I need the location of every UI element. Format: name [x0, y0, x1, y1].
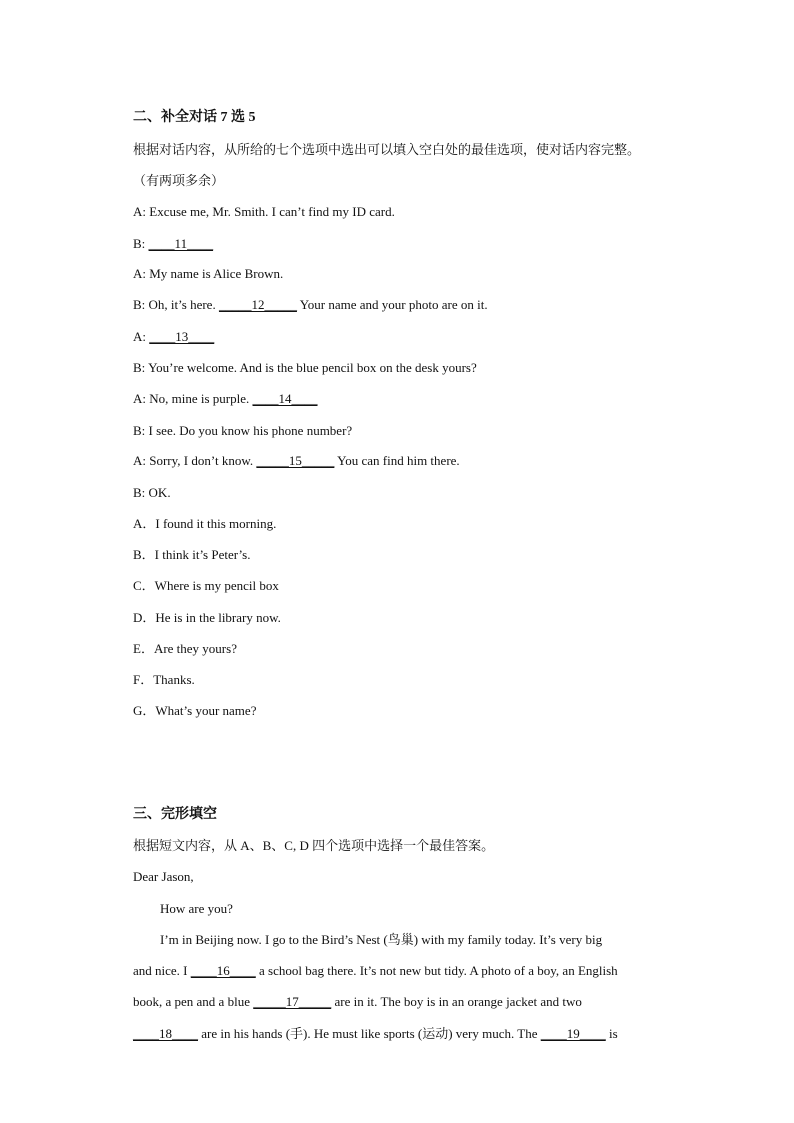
dialogue-text: OK.	[148, 485, 171, 500]
dialogue-text: Sorry, I don’t know.	[149, 453, 257, 468]
section2-heading: 二、补全对话 7 选 5	[133, 110, 256, 125]
dialogue-line	[133, 485, 171, 501]
answer-blank-11[interactable]: ____11____	[148, 236, 214, 251]
speaker-label: A:	[133, 204, 146, 219]
passage-text: are in it. The boy is in an orange jacket and two	[331, 994, 582, 1009]
dialogue-line	[133, 423, 352, 439]
letter-greeting: How are you?	[160, 901, 233, 916]
speaker-label: A:	[133, 453, 146, 468]
answer-blank-13[interactable]: ____13____	[149, 329, 215, 344]
passage-line	[133, 1026, 618, 1042]
passage-text: are in his hands (手). He must like sports (运动) very much. The	[198, 1026, 541, 1041]
answer-blank-19[interactable]: ____19____	[540, 1026, 606, 1041]
speaker-label: B:	[133, 236, 146, 251]
speaker-label: B:	[133, 485, 146, 500]
option-d[interactable]: D．He is in the library now.	[133, 610, 281, 625]
section2-instruction: 根据对话内容，从所给的七个选项中选出可以填入空白处的最佳选项，使对话内容完整。	[133, 142, 641, 157]
option-e[interactable]: E．Are they yours?	[133, 641, 237, 656]
dialogue-line	[133, 360, 477, 376]
speaker-label: A:	[133, 266, 146, 281]
option-c[interactable]: C．Where is my pencil box	[133, 578, 279, 593]
dialogue-text: Excuse me, Mr. Smith. I can’t find my ID card.	[149, 204, 395, 219]
dialogue-text: You’re welcome. And is the blue pencil box on the desk yours?	[148, 360, 477, 375]
section3-instruction: 根据短文内容，从 A、B、C, D 四个选项中选择一个最佳答案。	[133, 838, 495, 853]
dialogue-line	[133, 297, 488, 313]
passage-text: book, a pen and a blue	[133, 994, 254, 1009]
dialogue-line	[133, 204, 395, 220]
dialogue-line	[133, 329, 214, 345]
section3-heading: 三、完形填空	[133, 807, 217, 822]
answer-blank-14[interactable]: ____14____	[252, 391, 318, 406]
passage-line	[133, 994, 582, 1010]
answer-blank-17[interactable]: _____17_____	[253, 994, 332, 1009]
dialogue-text: No, mine is purple.	[149, 391, 253, 406]
dialogue-text: My name is Alice Brown.	[149, 266, 284, 281]
answer-blank-15[interactable]: _____15_____	[256, 453, 335, 468]
dialogue-line	[133, 236, 213, 252]
dialogue-text: I see. Do you know his phone number?	[148, 423, 353, 438]
answer-blank-16[interactable]: ____16____	[190, 963, 256, 978]
answer-blank-18[interactable]: ____18____	[133, 1026, 198, 1041]
speaker-label: B:	[133, 297, 146, 312]
dialogue-line	[133, 391, 318, 407]
speaker-label: A:	[133, 391, 146, 406]
passage-text: is	[605, 1026, 618, 1041]
option-f[interactable]: F．Thanks.	[133, 672, 195, 687]
letter-salutation: Dear Jason,	[133, 869, 194, 884]
passage-text: a school bag there. It’s not new but tidy. A photo of a boy, an English	[255, 963, 618, 978]
section2-note: （有两项多余）	[133, 173, 225, 188]
dialogue-text: You can find him there.	[334, 453, 460, 468]
dialogue-text: Oh, it’s here.	[148, 297, 219, 312]
speaker-label: A:	[133, 329, 146, 344]
passage-line: I’m in Beijing now. I go to the Bird’s Nest (鸟巢) with my family today. It’s very big	[160, 932, 603, 947]
dialogue-line	[133, 266, 283, 282]
option-g[interactable]: G．What’s your name?	[133, 703, 257, 718]
option-b[interactable]: B．I think it’s Peter’s.	[133, 547, 251, 562]
dialogue-line	[133, 453, 460, 469]
speaker-label: B:	[133, 423, 146, 438]
dialogue-text: Your name and your photo are on it.	[296, 297, 488, 312]
speaker-label: B:	[133, 360, 146, 375]
option-a[interactable]: A．I found it this morning.	[133, 516, 277, 531]
passage-text: and nice. I	[133, 963, 191, 978]
passage-line	[133, 963, 618, 979]
answer-blank-12[interactable]: _____12_____	[218, 297, 297, 312]
